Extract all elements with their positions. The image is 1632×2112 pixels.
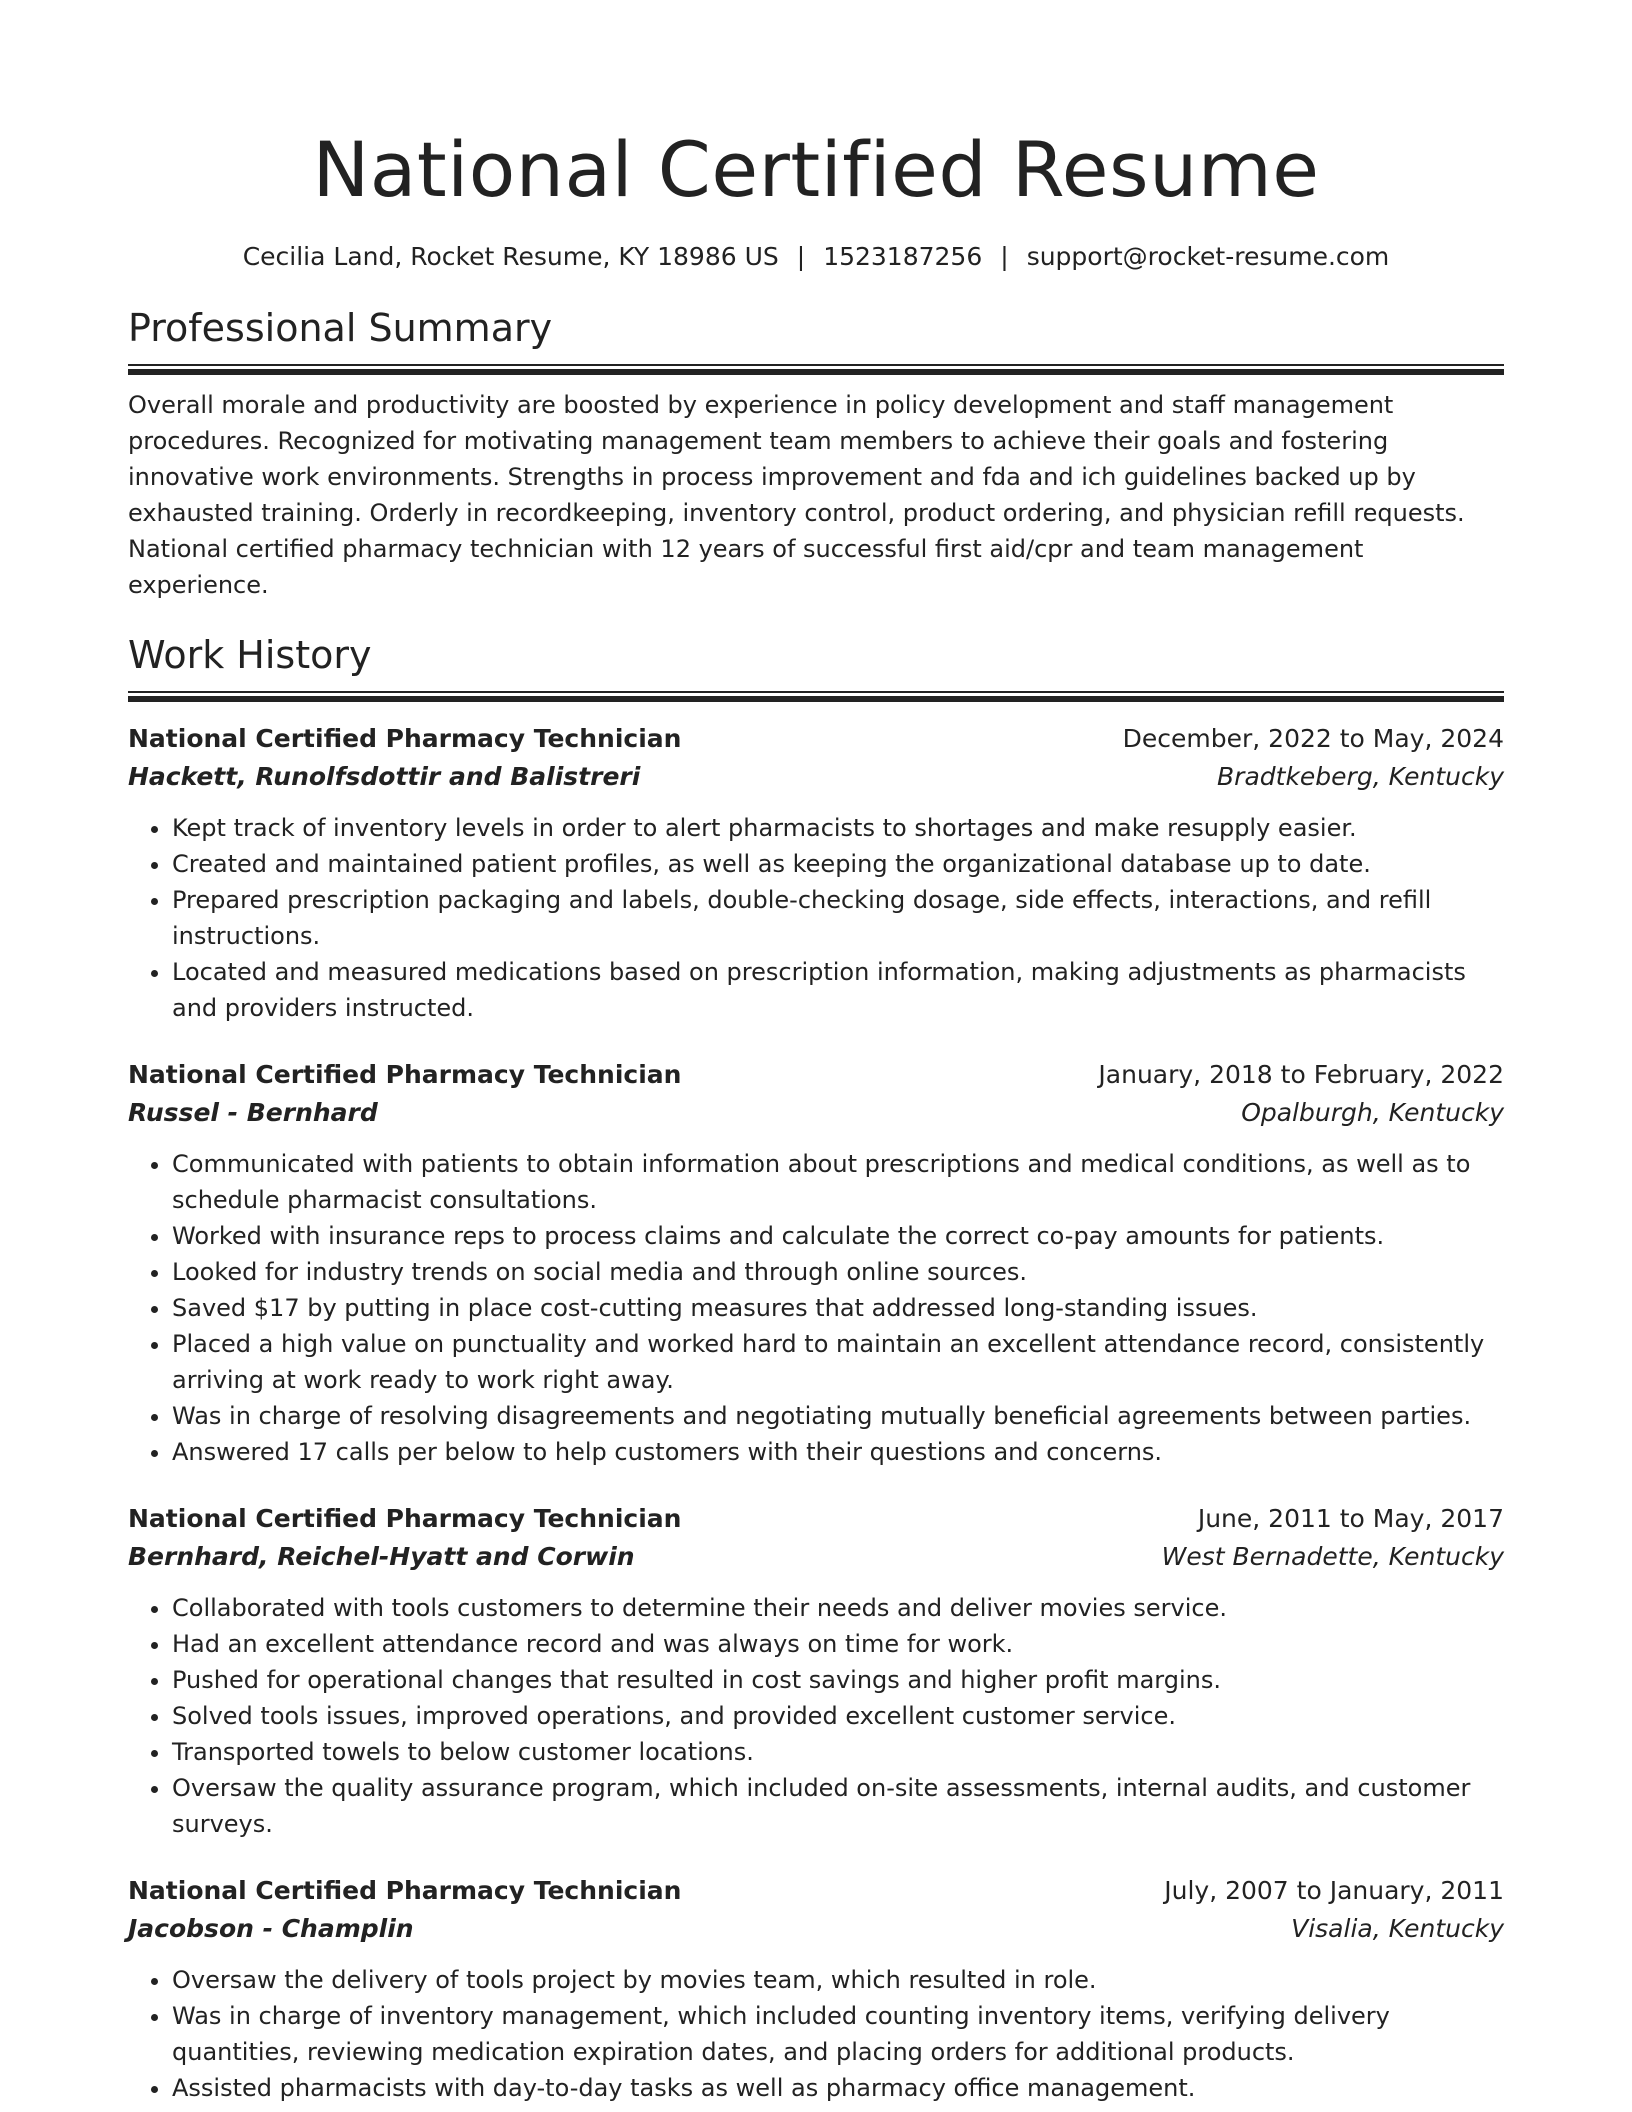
section-heading-summary: Professional Summary (128, 306, 553, 350)
job-bullet: • Oversaw the quality assurance program, which included on-site assessments, internal audits, and customer surveys. (172, 1770, 1504, 1842)
job-subheader-row (128, 1910, 1504, 1948)
job-location: Bradtkeberg, Kentucky (1217, 762, 1504, 791)
job-location: Opalburgh, Kentucky (1241, 1098, 1504, 1127)
contact-separator: | (796, 242, 806, 271)
resume-title: National Certified Resume (312, 125, 1320, 214)
job-dates: July, 2007 to January, 2011 (1164, 1876, 1504, 1905)
contact-phone: 1523187256 (823, 242, 983, 271)
job-bullet-list (128, 1146, 1504, 1470)
resume-page (128, 0, 1504, 2106)
job-entry (128, 1872, 1504, 2106)
job-bullet: • Answered 17 calls per below to help customers with their questions and concerns. (172, 1434, 1504, 1470)
contact-email: support@rocket-resume.com (1026, 242, 1390, 271)
job-title: National Certified Pharmacy Technician (128, 724, 682, 753)
job-bullet: • Was in charge of resolving disagreements and negotiating mutually beneficial agreements between parties. (172, 1398, 1504, 1434)
job-bullet-list (128, 1962, 1504, 2106)
job-bullet-list (128, 810, 1504, 1026)
job-bullet: • Located and measured medications based on prescription information, making adjustments as pharmacists and providers instructed. (172, 954, 1504, 1026)
job-bullet: • Transported towels to below customer locations. (172, 1734, 1504, 1770)
work-history-section (128, 631, 1504, 2106)
job-bullet: • Saved $17 by putting in place cost-cutting measures that addressed long-standing issues. (172, 1290, 1504, 1326)
job-bullet: • Worked with insurance reps to process claims and calculate the correct co-pay amounts for patients. (172, 1218, 1504, 1254)
section-divider (128, 364, 1504, 375)
job-company: Jacobson - Champlin (128, 1914, 414, 1943)
job-bullet: • Was in charge of inventory management, which included counting inventory items, verifying delivery quantities, reviewing medication expiration dates, and placing orders for additional products. (172, 1998, 1504, 2070)
section-divider (128, 691, 1504, 702)
job-title: National Certified Pharmacy Technician (128, 1504, 682, 1533)
job-entry (128, 1056, 1504, 1470)
job-company: Bernhard, Reichel-Hyatt and Corwin (128, 1542, 635, 1571)
job-bullet: • Kept track of inventory levels in order to alert pharmacists to shortages and make resupply easier. (172, 810, 1504, 846)
professional-summary-section (128, 304, 1504, 603)
section-heading-work-history: Work History (128, 633, 372, 677)
job-bullet: • Pushed for operational changes that resulted in cost savings and higher profit margins. (172, 1662, 1504, 1698)
job-bullet: • Collaborated with tools customers to determine their needs and deliver movies service. (172, 1590, 1504, 1626)
job-subheader-row (128, 1538, 1504, 1576)
contact-separator: | (1000, 242, 1009, 271)
job-subheader-row (128, 1094, 1504, 1132)
job-header-row (128, 1872, 1504, 1910)
job-bullet: • Placed a high value on punctuality and worked hard to maintain an excellent attendance record, consistently arriving at work ready to work right away. (172, 1326, 1504, 1398)
job-bullet: • Created and maintained patient profiles, as well as keeping the organizational database up to date. (172, 846, 1504, 882)
summary-text: Overall morale and productivity are boosted by experience in policy development and staff management procedures. Recognized for motivating management team members to achieve their goals and fostering innovative work environments. Strengths in process improvement and fda and ich guidelines backed up by exhausted training. Orderly in recordkeeping, inventory control, product ordering, and physician refill requests. National certified pharmacy technician with 12 years of successful first aid/cpr and team management experience. (128, 391, 1465, 599)
job-title: National Certified Pharmacy Technician (128, 1876, 682, 1905)
job-entry (128, 1500, 1504, 1842)
job-bullet: • Had an excellent attendance record and was always on time for work. (172, 1626, 1504, 1662)
job-bullet: • Assisted pharmacists with day-to-day tasks as well as pharmacy office management. (172, 2070, 1504, 2106)
job-header-row (128, 1056, 1504, 1094)
job-header-row (128, 1500, 1504, 1538)
job-bullet: • Prepared prescription packaging and labels, double-checking dosage, side effects, interactions, and refill instructions. (172, 882, 1504, 954)
job-bullet-list (128, 1590, 1504, 1842)
job-location: West Bernadette, Kentucky (1161, 1542, 1504, 1571)
job-entry (128, 720, 1504, 1026)
job-subheader-row (128, 758, 1504, 796)
job-header-row (128, 720, 1504, 758)
job-bullet: • Oversaw the delivery of tools project by movies team, which resulted in role. (172, 1962, 1504, 1998)
job-bullet: • Looked for industry trends on social media and through online sources. (172, 1254, 1504, 1290)
job-company: Hackett, Runolfsdottir and Balistreri (128, 762, 641, 791)
job-bullet: • Communicated with patients to obtain information about prescriptions and medical conditions, as well as to schedule pharmacist consultations. (172, 1146, 1504, 1218)
job-title: National Certified Pharmacy Technician (128, 1060, 682, 1089)
job-dates: June, 2011 to May, 2017 (1197, 1504, 1504, 1533)
contact-address: Cecilia Land, Rocket Resume, KY 18986 US (242, 242, 779, 271)
job-dates: January, 2018 to February, 2022 (1098, 1060, 1504, 1089)
job-location: Visalia, Kentucky (1291, 1914, 1504, 1943)
job-dates: December, 2022 to May, 2024 (1122, 724, 1504, 753)
job-bullet: • Solved tools issues, improved operations, and provided excellent customer service. (172, 1698, 1504, 1734)
contact-line (128, 240, 1504, 274)
job-company: Russel - Bernhard (128, 1098, 378, 1127)
